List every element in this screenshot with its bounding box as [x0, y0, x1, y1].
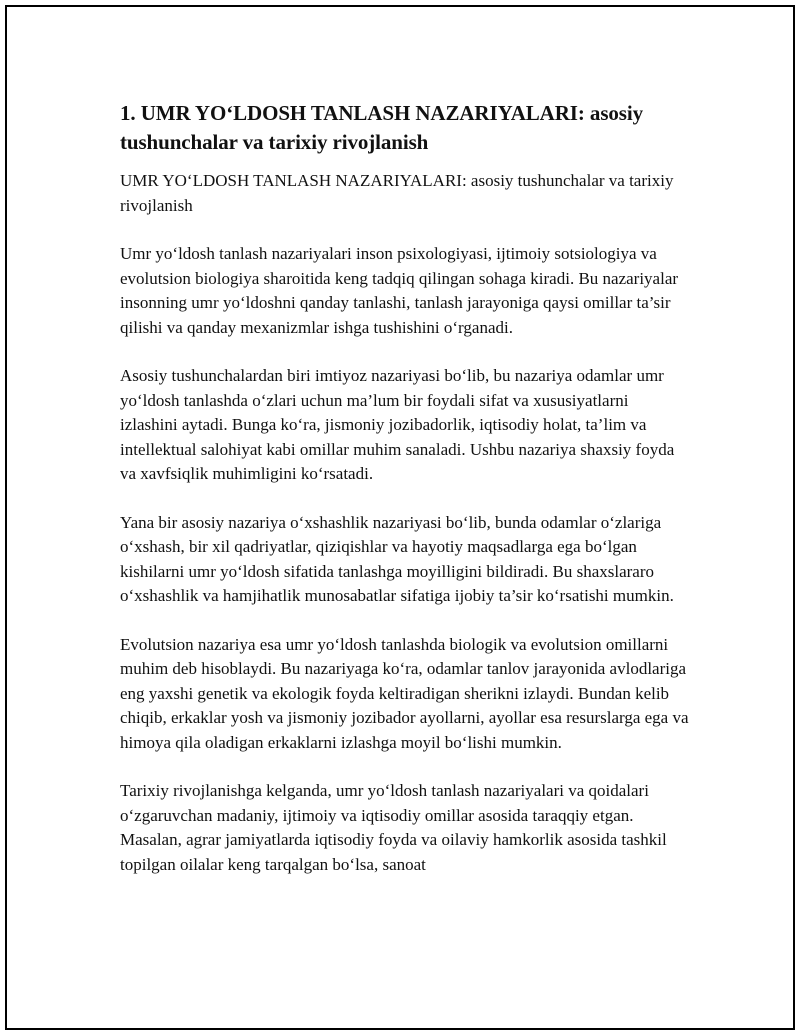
paragraph: Evolutsion nazariya esa umr yo‘ldosh tanlashda biologik va evolutsion omillarni muhim deb hisoblaydi. Bu nazariyaga ko‘ra, odamlar tanlov jarayonida avlodlariga eng yaxshi genetik va ekologik foyda keltiradigan sherikni izlaydi. Bundan kelib chiqib, erkaklar yosh va jismoniy jozibador ayollarni, ayollar esa resurslarga ega va himoya qila oladigan erkaklarni izlashga moyil bo‘lishi mumkin. [120, 634, 689, 752]
paragraph: Yana bir asosiy nazariya o‘xshashlik nazariyasi bo‘lib, bunda odamlar o‘zlariga o‘xshash, bir xil qadriyatlar, qiziqishlar va hayotiy maqsadlarga ega bo‘lgan kishilarni umr yo‘ldosh sifatida tanlashga moyilligini bildiradi. Bu shaxslararo o‘xshashlik va hamjihatlik munosabatlar sifatiga ijobiy ta’sir ko‘rsatishi mumkin. [120, 512, 674, 605]
paragraph: Asosiy tushunchalardan biri imtiyoz nazariyasi bo‘lib, bu nazariya odamlar umr yo‘ldosh tanlashda o‘zlari uchun ma’lum bir foydali sifat va xususiyatlarni izlashini aytadi. Bunga ko‘ra, jismoniy jozibadorlik, iqtisodiy holat, ta’lim va intellektual salohiyat kabi omillar muhim sanaladi. Ushbu nazariya shaxsiy foyda va xavfsiqlik muhimligini ko‘rsatadi. [120, 366, 675, 483]
section-subtitle: UMR YO‘LDOSH TANLASH NAZARIYALARI: asosiy tushunchalar va tarixiy rivojlanish [120, 171, 674, 215]
document-body [120, 99, 690, 877]
paragraph: Tarixiy rivojlanishga kelganda, umr yo‘ldosh tanlash nazariyalari va qoidalari o‘zgaruvchan madaniy, ijtimoiy va iqtisodiy omillar asosida taraqqiy etgan. Masalan, agrar jamiyatlarda iqtisodiy foyda va oilaviy hamkorlik asosida tashkil topilgan oilalar keng tarqalgan bo‘lsa, sanoat [120, 781, 667, 874]
paragraph: Umr yo‘ldosh tanlash nazariyalari inson psixologiyasi, ijtimoiy sotsiologiya va evolutsion biologiya sharoitida keng tadqiq qilingan sohaga kiradi. Bu nazariyalar insonning umr yo‘ldoshni qanday tanlashi, tanlash jarayoniga qaysi omillar ta’sir qilishi va qanday mexanizmlar ishga tushishini o‘rganadi. [120, 244, 679, 337]
section-heading: 1. UMR YO‘LDOSH TANLASH NAZARIYALARI: asosiy tushunchalar va tarixiy rivojlanish [120, 101, 643, 154]
document-page [5, 5, 795, 1030]
